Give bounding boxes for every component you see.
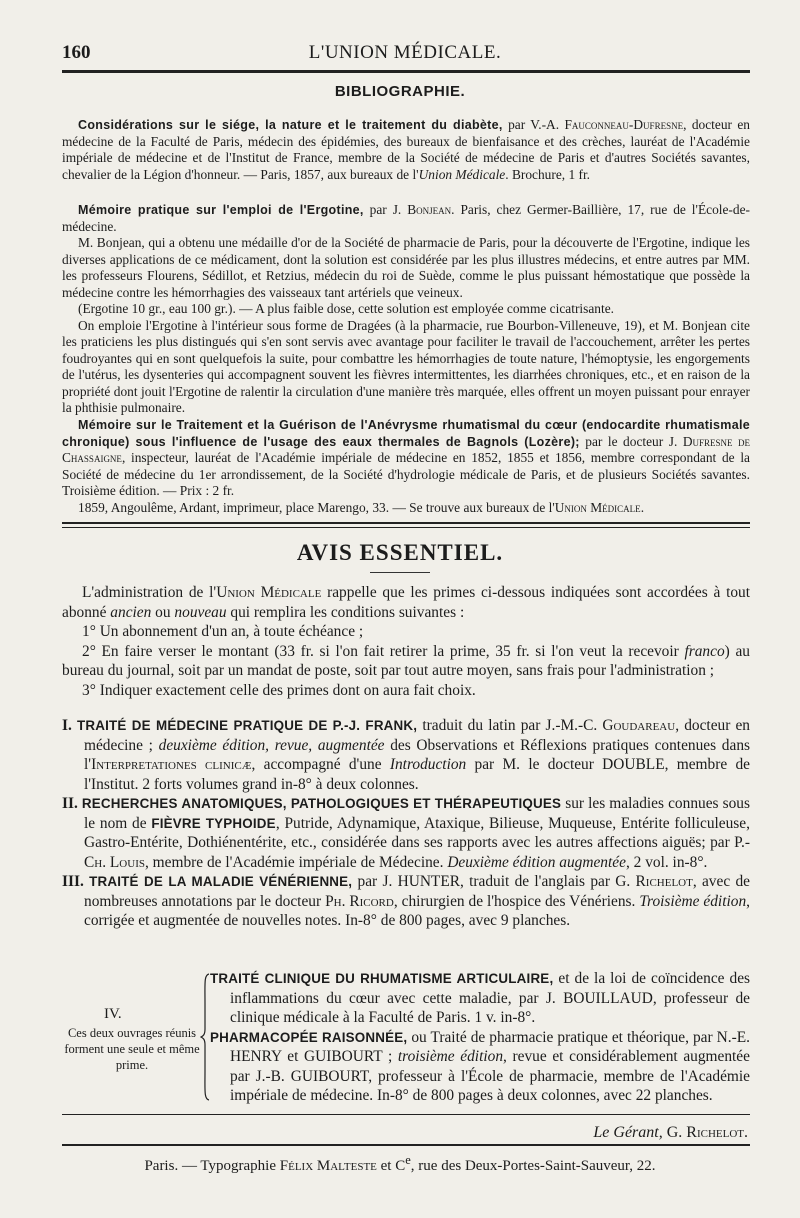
item-text: des Observations et Réflexions pratiques contenues dans l': [84, 736, 751, 773]
item-title: RECHERCHES ANATOMIQUES, PATHOLOGIQUES ET THÉRAPEUTIQUES: [81, 796, 562, 811]
combined-premium-works: [210, 969, 750, 1106]
condition-text: ) au bureau du journal, soit par un mandat de poste, soit par tout autre moyen, sans frais pour l'administration ;: [62, 642, 750, 679]
entry-byline: par V.-A.: [502, 117, 565, 132]
condition-3: 3° Indiquer exactement celle des primes dont on aura fait choix.: [82, 681, 476, 699]
item-text: par J. HUNTER, traduit de l'anglais par: [352, 873, 616, 890]
item-text: , docteur en médecine ;: [84, 717, 751, 754]
item-title: TRAITÉ CLINIQUE DU RHUMATISME ARTICULAIRE,: [210, 971, 554, 986]
imprint-end: .: [640, 499, 645, 515]
item-title: PHARMACOPÉE RAISONNÉE,: [210, 1029, 408, 1045]
emphasis-ancien: ancien: [110, 603, 152, 621]
entry-details: , docteur en médecine de la Faculté de Paris, médecin des épidémies, des bureaux de bienfaisance et des crèches, lauréat de l'Académie impériale de médecine et de l'Institut de France, membre de la Société de médecine de Paris et d'autres Sociétés savantes, chevalier de la Légion d'honneur. — Paris, 1857, aux bureaux de l': [62, 117, 750, 182]
header-rule: [62, 70, 750, 73]
gerant-name: G. Richelot.: [662, 1124, 748, 1141]
printer-line: [0, 1153, 800, 1175]
premium-list: [62, 716, 750, 931]
work-rhumatisme: [210, 969, 750, 1028]
condition-text: 2° En faire verser le montant (33 fr. si l'on fait retirer la prime, 35 fr. si l'on veut la recevoir: [82, 642, 685, 660]
emphasis-nouveau: nouveau: [174, 603, 227, 621]
item-number: II.: [62, 795, 82, 812]
review-paragraph: (Ergotine 10 gr., eau 100 gr.). — A plus faible dose, cette solution est employée comme cicatrisante.: [78, 301, 614, 316]
page-number: 160: [62, 42, 91, 63]
entry-details: . Paris, chez Germer-Baillière, 17, rue de l'École-de-médecine.: [62, 202, 750, 234]
item-translator: G. Richelot: [615, 873, 693, 890]
item-work: Interpretationes clinicæ: [91, 756, 252, 773]
heading-dash: [370, 572, 430, 573]
entry-details: , inspecteur, lauréat de l'Académie impériale de médecine en 1852, 1855 et 1856, membre correspondant de la Société de médecine du 1er arrondissement, de la Société d'hydrologie médicale de Paris, et de plusieurs Sociétés savantes. Troisième édition. — Prix : 2 fr.: [62, 450, 750, 498]
work-pharmacopee: [210, 1028, 750, 1106]
condition-2: [62, 642, 750, 681]
footer-rule: [62, 1144, 750, 1146]
item-annotator: Ph. Ricord: [325, 892, 394, 910]
premium-item-1: [62, 716, 750, 794]
item-introduction: Introduction: [389, 756, 467, 773]
item-text: , membre de l'Académie impériale de Médecine.: [144, 853, 448, 871]
entry-paragraph: [62, 417, 750, 500]
item-text: , revue et considérablement augmentée par J.-B. GUIBOURT, professeur à l'École de pharmacie, membre de l'Académie impériale de médecine. In-8° de 800 pages à deux colonnes, avec 22 planches.: [230, 1048, 750, 1104]
review-paragraph: On emploie l'Ergotine à l'intérieur sous forme de Dragées (à la pharmacie, rue Bourbon-Villeneuve, 19), et M. Bonjean cite les praticiens les plus distingués qui s'en sont servis avec avantage pour faciliter le travail de l'accouchement, arrêter les pertes foudroyantes qui en sont quelquefois la suite, pour combattre les hémorrhagies de toute nature, l'hémoptysie, les engorgements de l'utérus, les dysenteries qui accompagnent souvent les fièvres intermittentes, les diarrhées chroniques, etc., et en raison de la propriété dont jouit l'Ergotine de ralentir la circulation d'une manière très marquée, elles offrent un moyen puissant pour enrayer la phthisie pulmonaire.: [62, 317, 750, 415]
printer-address: , rue des Deux-Portes-Saint-Sauveur, 22.: [410, 1158, 656, 1174]
item-text: ou Traité de pharmacie pratique et théorique, par N.-E. HENRY et GUIBOURT ;: [230, 1028, 750, 1065]
review-paragraph: M. Bonjean, qui a obtenu une médaille d'or de la Société de pharmacie de Paris, pour la découverte de l'Ergotine, indique les diverses applications de ce médicament, dont la solution est considérée par les plus illustres médecins, et entre autres par MM. les professeurs Flourens, Sédillot, et Retzius, médecin du roi de Suède, comme le plus puissant hémostatique que possède la médecine contre les hémorrhagies des vaisseaux tant artériels que veineux.: [62, 235, 750, 300]
combined-premium-note: Ces deux ouvrages réunis forment une seule et même prime.: [64, 1026, 200, 1072]
intro-text: rappelle que les primes ci-dessous indiquées sont accordées à tout abonné: [62, 584, 751, 621]
premium-item-3: [62, 872, 750, 931]
section-rule: [62, 527, 750, 528]
page-header: [60, 42, 750, 70]
entry-byline: par le docteur J.: [579, 433, 683, 449]
item-text: , accompagné d'une: [251, 756, 390, 773]
entry-paragraph: [62, 202, 750, 235]
entry-author: Bonjean: [407, 202, 452, 217]
emphasis-franco: franco: [684, 642, 725, 660]
intro-text: ou: [151, 603, 175, 621]
item-title: TRAITÉ DE LA MALADIE VÉNÉRIENNE,: [89, 874, 353, 889]
entry-byline: par J.: [363, 202, 408, 217]
printer-superscript: e: [405, 1153, 411, 1167]
gerant-label: Le Gérant,: [593, 1124, 663, 1141]
entry-price: . Brochure, 1 fr.: [505, 166, 591, 182]
item-author: Ch. Louis: [84, 853, 145, 871]
avis-conditions: [62, 583, 750, 700]
entry-title: Considérations sur le siége, la nature et le traitement du diabète,: [78, 118, 503, 132]
intro-text: L'administration de l': [82, 584, 217, 601]
journal-name: Union Médicale: [216, 584, 322, 601]
item-title: TRAITÉ DE MÉDECINE PRATIQUE DE P.-J. FRANK,: [76, 718, 418, 733]
item-text: sur les maladies connues sous le nom de: [84, 795, 750, 832]
printer-text: et C: [376, 1158, 406, 1174]
printer-text: Paris. — Typographie: [144, 1158, 280, 1174]
item-disease: FIÈVRE TYPHOIDE: [151, 815, 276, 831]
entry-paragraph: [62, 117, 750, 183]
item-text: traduit du latin par J.-M.-C.: [417, 717, 603, 734]
item-translator: Goudareau: [602, 717, 676, 734]
entry-author: Dufresne de Chassaigne: [62, 433, 750, 465]
imprint-text: 1859, Angoulême, Ardant, imprimeur, place Marengo, 33. — Se trouve aux bureaux de l': [78, 499, 555, 515]
printer-name: Félix Malteste: [279, 1158, 377, 1174]
gerant-signature: [593, 1124, 748, 1142]
item-text: et de la loi de coïncidence des inflammations du cœur avec cette maladie, par J. BOUILLAUD, professeur de clinique médicale à la Faculté de Paris. 1 v. in-8°.: [230, 970, 751, 1026]
item-edition: troisième édition: [397, 1048, 504, 1065]
item-text: , Putride, Adynamique, Ataxique, Bilieuse, Muqueuse, Entérite folliculeuse, Gastro-Entérite, Dothiénentérite, etc., considérée dans ses rapports avec les autres affections aiguës; par P.-: [84, 814, 750, 851]
item-edition: Deuxième édition augmentée: [447, 853, 626, 871]
premium-item-4: [62, 969, 750, 1109]
bibliography-entry-diabete: [62, 117, 750, 183]
bibliography-heading: BIBLIOGRAPHIE.: [334, 83, 466, 100]
premium-item-2: [62, 794, 750, 872]
item-number: IV.: [104, 1006, 122, 1022]
running-title: L'UNION MÉDICALE.: [308, 42, 502, 63]
item-number: III.: [62, 873, 90, 890]
imprint-line: [62, 500, 750, 517]
bibliography-entry-anevrysme: [62, 417, 750, 516]
section-rule: [62, 522, 750, 524]
bibliography-entry-ergotine: [62, 202, 750, 417]
item-edition: deuxième édition, revue, augmentée: [158, 736, 385, 754]
entry-author: Fauconneau-Dufresne: [564, 117, 684, 132]
avis-intro: [62, 583, 750, 622]
item-text: , corrigée et augmentée de nouvelles notes. In-8° de 800 pages, avec 9 planches.: [84, 892, 751, 929]
condition-1: 1° Un abonnement d'un an, à toute échéance ;: [82, 623, 364, 640]
avis-heading: AVIS ESSENTIEL.: [296, 540, 504, 565]
item-number: I.: [62, 717, 77, 734]
entry-title: Mémoire sur le Traitement et la Guérison de l'Anévrysme rhumatismal du cœur (endocardite rhumatismale chronique) sous l'influence de l'usage des eaux thermales de Bagnols (Lozère);: [62, 418, 750, 449]
item-text: par M. le docteur DOUBLE, membre de l'Institut. 2 forts volumes grand in-8° à deux colonnes.: [84, 756, 750, 793]
item-text: , 2 vol. in-8°.: [625, 853, 708, 871]
item-text: , chirurgien de l'hospice des Vénériens.: [393, 892, 640, 910]
curly-brace-icon: [200, 973, 210, 1101]
item-text: , avec de nombreuses annotations par le docteur: [84, 873, 750, 910]
intro-text: qui remplira les conditions suivantes :: [226, 603, 465, 621]
entry-title: Mémoire pratique sur l'emploi de l'Ergotine,: [78, 203, 364, 217]
journal-name: Union Médicale: [418, 166, 506, 182]
item-edition: Troisième édition: [639, 892, 747, 910]
footer-rule: [62, 1114, 750, 1115]
journal-name: Union Médicale: [554, 499, 641, 515]
